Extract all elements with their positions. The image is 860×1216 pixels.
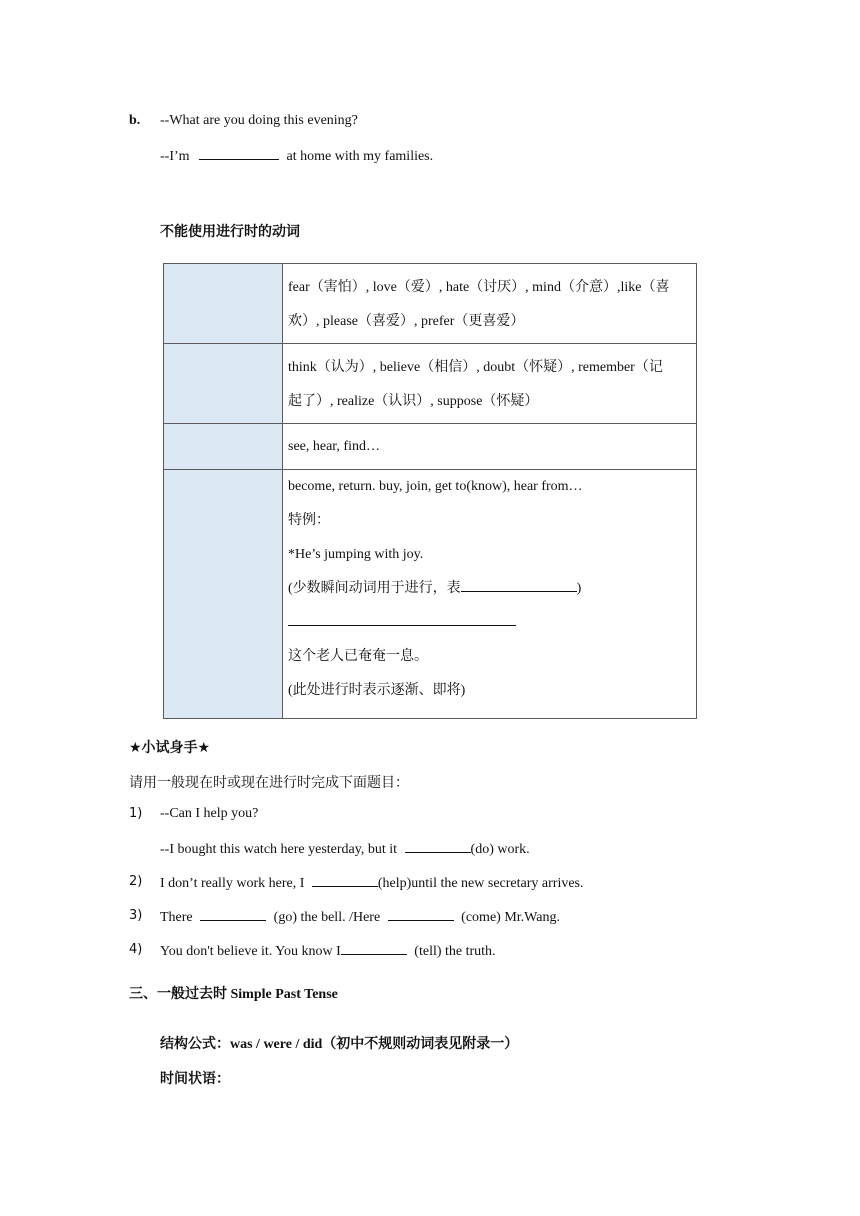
- table-heading: 不能使用进行时的动词: [160, 224, 300, 240]
- item-1-line-b: [160, 840, 530, 858]
- section-b-answer: [160, 147, 433, 165]
- item-number: 2): [129, 874, 143, 889]
- table-row: [164, 470, 697, 719]
- row-content-cell: [283, 424, 697, 470]
- item-suffix: (come) Mr.Wang.: [461, 910, 560, 925]
- practice-title: ★小试身手★: [129, 740, 211, 756]
- verb-table: [163, 263, 697, 719]
- section3-time-adverbials: 时间状语：: [160, 1072, 230, 1087]
- item-prefix: You don't believe it. You know I: [160, 944, 341, 959]
- practice-instruction: 请用一般现在时或现在进行时完成下面题目：: [129, 776, 409, 791]
- row-line: see, hear, find…: [288, 439, 380, 454]
- item-prefix: I don’t really work here, I: [160, 876, 305, 891]
- table-row: [164, 424, 697, 470]
- row-line: 欢）, please（喜爱）, prefer（更喜爱）: [288, 314, 525, 329]
- section3-structure: 结构公式：was / were / did（初中不规则动词表见附录一）: [160, 1037, 519, 1052]
- table-row: [164, 344, 697, 424]
- row-line-with-blank: (少数瞬间动词用于进行，表 ): [288, 581, 582, 596]
- row-line: 这个老人已奄奄一息。: [288, 649, 428, 664]
- row-label-cell: [164, 470, 283, 719]
- item-blank[interactable]: [388, 908, 454, 921]
- row-line: *He’s jumping with joy.: [288, 547, 424, 562]
- row-line-text: (少数瞬间动词用于进行，表: [288, 581, 461, 596]
- item-3-line: [160, 908, 560, 926]
- item-prefix: --I bought this watch here yesterday, but it: [160, 842, 398, 857]
- row-content-cell: [283, 470, 697, 719]
- section3-heading: 三、一般过去时 Simple Past Tense: [129, 987, 338, 1002]
- section-b-question: --What are you doing this evening?: [160, 113, 358, 128]
- row-label-cell: [164, 344, 283, 424]
- item-number: 1): [129, 806, 143, 821]
- row-line: 起了）, realize（认识）, suppose（怀疑）: [288, 394, 539, 409]
- row-line: fear（害怕）, love（爱）, hate（讨厌）, mind（介意）,like（喜: [288, 280, 670, 295]
- item-4-line: [160, 942, 496, 960]
- row-content-cell: [283, 344, 697, 424]
- example-blank[interactable]: [288, 613, 516, 626]
- item-suffix: (help)until the new secretary arrives.: [377, 876, 584, 891]
- section-b-marker: b.: [129, 113, 141, 128]
- answer-blank[interactable]: [199, 147, 279, 160]
- answer-suffix: at home with my families.: [286, 149, 434, 164]
- row-label-cell: [164, 424, 283, 470]
- item-blank[interactable]: [200, 908, 266, 921]
- row-content-cell: [283, 264, 697, 344]
- row-line: 特例：: [288, 513, 330, 528]
- item-prefix: There: [160, 910, 193, 925]
- item-suffix: (tell) the truth.: [414, 944, 496, 959]
- row-label-cell: [164, 264, 283, 344]
- item-suffix: (do) work.: [470, 842, 530, 857]
- row-line: (此处进行时表示逐渐、即将): [288, 683, 466, 698]
- item-blank[interactable]: [312, 874, 378, 887]
- item-blank[interactable]: [341, 942, 407, 955]
- item-1-line-a: --Can I help you?: [160, 806, 259, 821]
- example-blank-line: [288, 606, 690, 640]
- answer-prefix: --I’m: [160, 149, 190, 164]
- item-number: 3): [129, 908, 143, 923]
- item-blank[interactable]: [405, 840, 471, 853]
- row-line: become, return. buy, join, get to(know), hear from…: [288, 479, 583, 494]
- item-2-line: [160, 874, 584, 892]
- item-number: 4): [129, 942, 143, 957]
- meaning-blank[interactable]: [461, 579, 577, 592]
- item-mid: (go) the bell. /Here: [273, 910, 381, 925]
- row-line: think（认为）, believe（相信）, doubt（怀疑）, remember（记: [288, 360, 663, 375]
- table-row: [164, 264, 697, 344]
